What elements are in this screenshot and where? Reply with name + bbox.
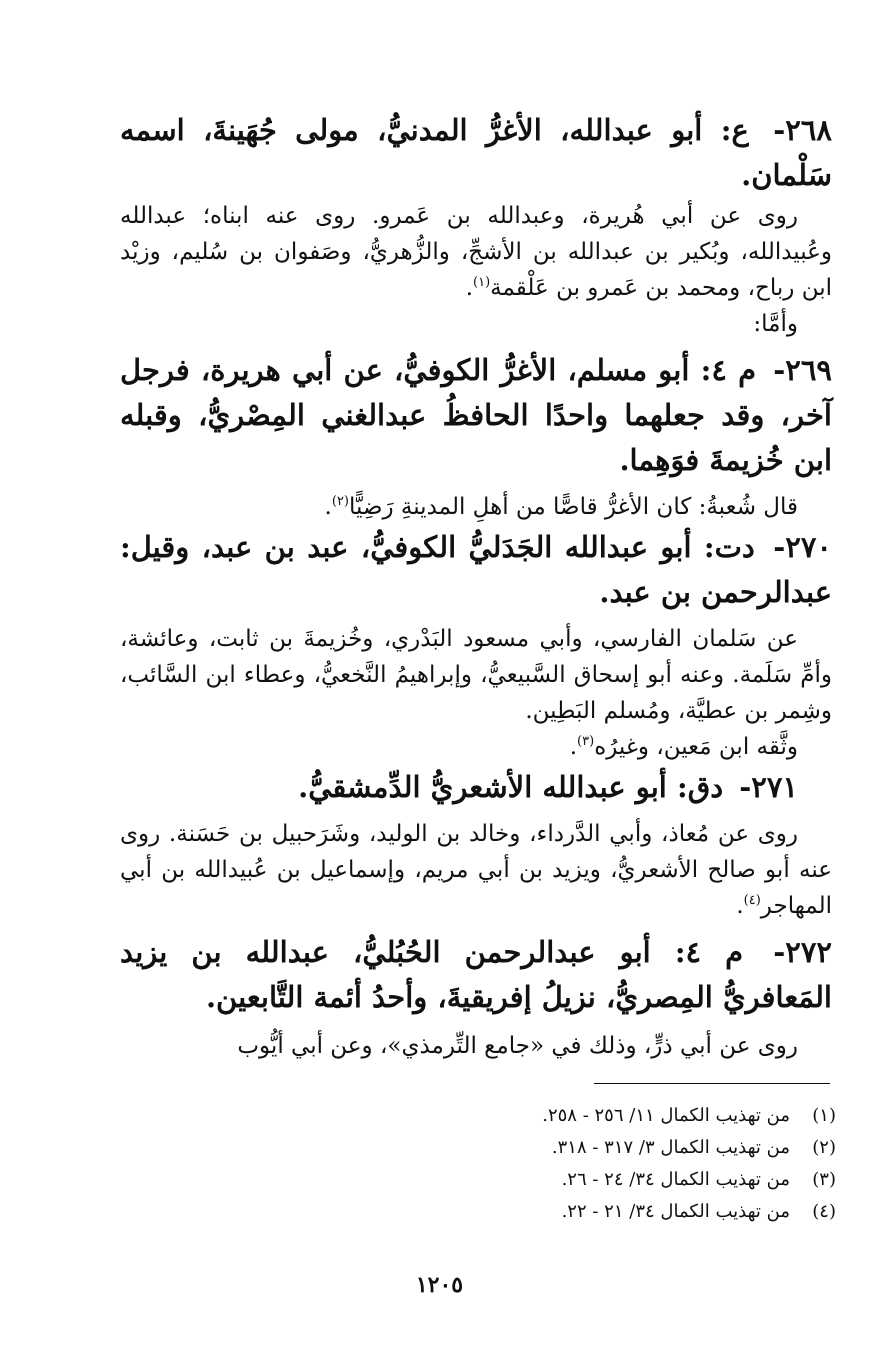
paragraph-text: روى عن مُعاذ، وأبي الدَّرداء، وخالد بن الوليد، وشَرَحبيل بن حَسَنة. روى عنه أبو صالح الأشعريُّ، ويزيد بن أبي مريم، وإسماعيل بن عُبيدالله بن أبي المهاجر (120, 821, 832, 919)
footnote-ref: (٢) (331, 494, 349, 509)
entry-name: أبو عبدالله الجَدَليُّ الكوفيُّ، عبد بن عبد، وقيل: عبدالرحمن بن عبد. (120, 530, 832, 609)
page-number: ١٢٠٥ (415, 1272, 464, 1298)
entry-code: م ٤: (674, 935, 744, 969)
entry-heading (120, 348, 832, 483)
entry-name: أبو عبدالله، الأغرُّ المدنيُّ، مولى جُهَينةَ، اسمه سَلْمان. (120, 113, 832, 192)
footnote-separator (594, 1083, 830, 1084)
entry-heading (120, 765, 832, 810)
entry-code: م ٤: (700, 353, 757, 387)
footnote-number: (٢) (812, 1137, 836, 1158)
footnote (480, 1100, 836, 1132)
footnote-ref: (٣) (577, 734, 595, 749)
entry-code: دق: (676, 770, 724, 804)
entry-code: ع: (720, 113, 749, 147)
paragraph-text: روى عن أبي ذرٍّ، وذلك في «جامع التِّرمذي»، وعن أبي أيُّوب (237, 1033, 798, 1059)
footnote-ref: (٤) (743, 893, 761, 908)
entry-number: ٢٦٨- (773, 113, 832, 147)
entry-paragraph (120, 1028, 832, 1064)
entry-heading (120, 525, 832, 615)
paragraph-text: وأمَّا: (753, 311, 798, 337)
entry-code: دت: (703, 530, 755, 564)
footnote-text: من تهذيب الكمال ١١/ ٢٥٦ - ٢٥٨. (542, 1105, 790, 1126)
footnote-ref: (١) (473, 275, 491, 290)
footnote-text: من تهذيب الكمال ٣٤/ ٢١ - ٢٢. (561, 1201, 790, 1222)
footnote (480, 1164, 836, 1196)
paragraph-text: روى عن أبي هُريرة، وعبدالله بن عَمرو. روى عنه ابناه؛ عبدالله وعُبيدالله، وبُكير بن عبدالله بن الأشجِّ، والزُّهريُّ، وصَفوان بن سُليم، وزيْد ابن رباح، ومحمد بن عَمرو بن عَلْقمة (120, 203, 832, 301)
footnotes (480, 1100, 836, 1228)
entry-paragraph (120, 306, 832, 342)
entry-paragraph (120, 621, 832, 729)
entry-heading (120, 108, 832, 198)
footnote-text: من تهذيب الكمال ٣/ ٣١٧ - ٣١٨. (551, 1137, 790, 1158)
entry-number: ٢٧١- (739, 770, 798, 804)
entry-paragraph: روى عن أبي هُريرة، وعبدالله بن عَمرو. روى عنه ابناه؛ عبدالله وعُبيدالله، وبُكير بن عبدالله بن الأشجِّ، والزُّهريُّ، وصَفوان بن سُليم، وزيْد ابن رباح، ومحمد بن عَمرو بن عَلْقمة$^{(١)}$. (120, 203, 832, 301)
entry-name: أبو مسلم، الأغرُّ الكوفيُّ، عن أبي هريرة، فرجل آخر، وقد جعلهما واحدًا الحافظُ عبدالغني المِصْريُّ، وقبله ابن خُزيمةَ فوَهِما. (120, 353, 832, 477)
entry-number: ٢٧٢- (773, 935, 832, 969)
entry-name: أبو عبدالله الأشعريُّ الدِّمشقيُّ. (298, 770, 667, 804)
paragraph-text: عن سَلمان الفارسي، وأبي مسعود البَدْري، وخُزيمةَ بن ثابت، وعائشة، وأمِّ سَلَمة. وعنه أبو إسحاق السَّبيعيُّ، وإبراهيمُ النَّخعيُّ، وعطاء ابن السَّائب، وشِمر بن عطيَّة، ومُسلم البَطِين. (120, 626, 832, 724)
footnote-number: (٣) (812, 1169, 836, 1190)
footnote (480, 1132, 836, 1164)
entry-paragraph: وثَّقه ابن مَعين، وغيرُه$^{(٣)}$. (569, 734, 798, 760)
entry-paragraph: قال شُعبةُ: كان الأغرُّ قاصًّا من أهلِ المدينةِ رَضِيًّا$^{(٢)}$. (324, 494, 798, 520)
footnote-number: (١) (812, 1105, 836, 1126)
entry-number: ٢٦٩- (773, 353, 832, 387)
entry-paragraph: روى عن مُعاذ، وأبي الدَّرداء، وخالد بن الوليد، وشَرَحبيل بن حَسَنة. روى عنه أبو صالح الأشعريُّ، ويزيد بن أبي مريم، وإسماعيل بن عُبيدالله بن أبي المهاجر$^{(٤)}$. (120, 821, 832, 919)
entry-heading (120, 930, 832, 1020)
paragraph-text: وثَّقه ابن مَعين، وغيرُه (594, 734, 798, 760)
footnote-number: (٤) (812, 1201, 836, 1222)
paragraph-text: قال شُعبةُ: كان الأغرُّ قاصًّا من أهلِ المدينةِ رَضِيًّا (349, 494, 798, 520)
entry-name: أبو عبدالرحمن الحُبُليُّ، عبدالله بن يزيد المَعافريُّ المِصريُّ، نزيلُ إفريقيةَ، وأحدُ أئمة التَّابعين. (120, 935, 832, 1014)
footnote-text: من تهذيب الكمال ٣٤/ ٢٤ - ٢٦. (561, 1169, 790, 1190)
main-text-column (120, 108, 832, 1064)
entry-number: ٢٧٠- (773, 530, 832, 564)
footnote (480, 1196, 836, 1228)
